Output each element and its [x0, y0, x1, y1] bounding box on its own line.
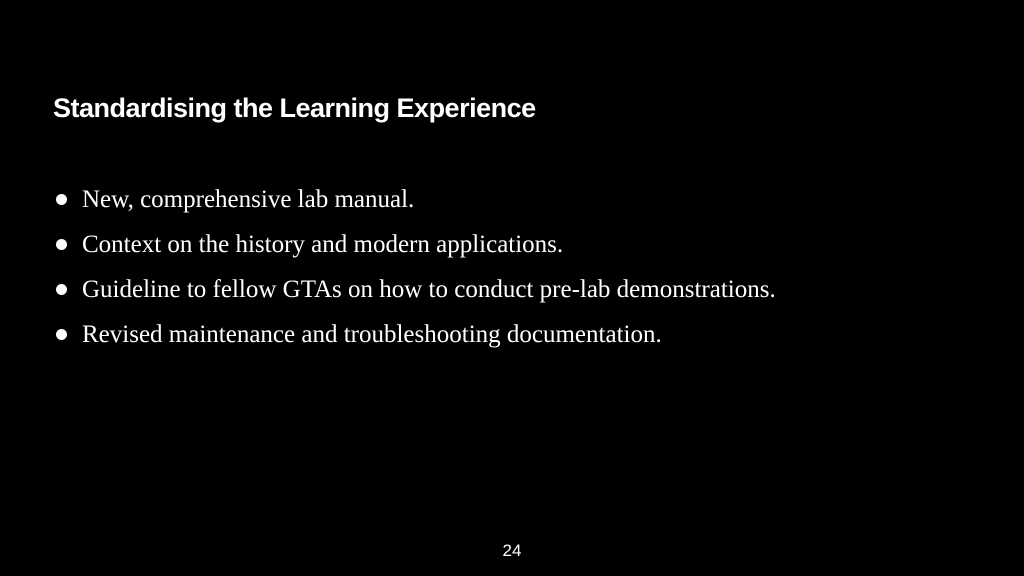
bullet-dot-icon: [56, 239, 67, 250]
bullet-dot-icon: [56, 284, 67, 295]
bullet-list: [55, 182, 776, 362]
slide-title: Standardising the Learning Experience: [53, 93, 536, 123]
bullet-item: [55, 227, 776, 272]
bullet-text: Context on the history and modern applications.: [82, 231, 564, 258]
bullet-text: Revised maintenance and troubleshooting documentation.: [82, 321, 662, 348]
bullet-dot-icon: [56, 329, 67, 340]
bullet-text: New, comprehensive lab manual.: [82, 186, 415, 213]
bullet-item: [55, 272, 776, 317]
bullet-dot-icon: [56, 194, 67, 205]
bullet-text: Guideline to fellow GTAs on how to conduct pre-lab demonstrations.: [82, 276, 776, 303]
bullet-item: [55, 182, 776, 227]
page-number: 24: [502, 541, 522, 560]
bullet-item: [55, 317, 776, 362]
